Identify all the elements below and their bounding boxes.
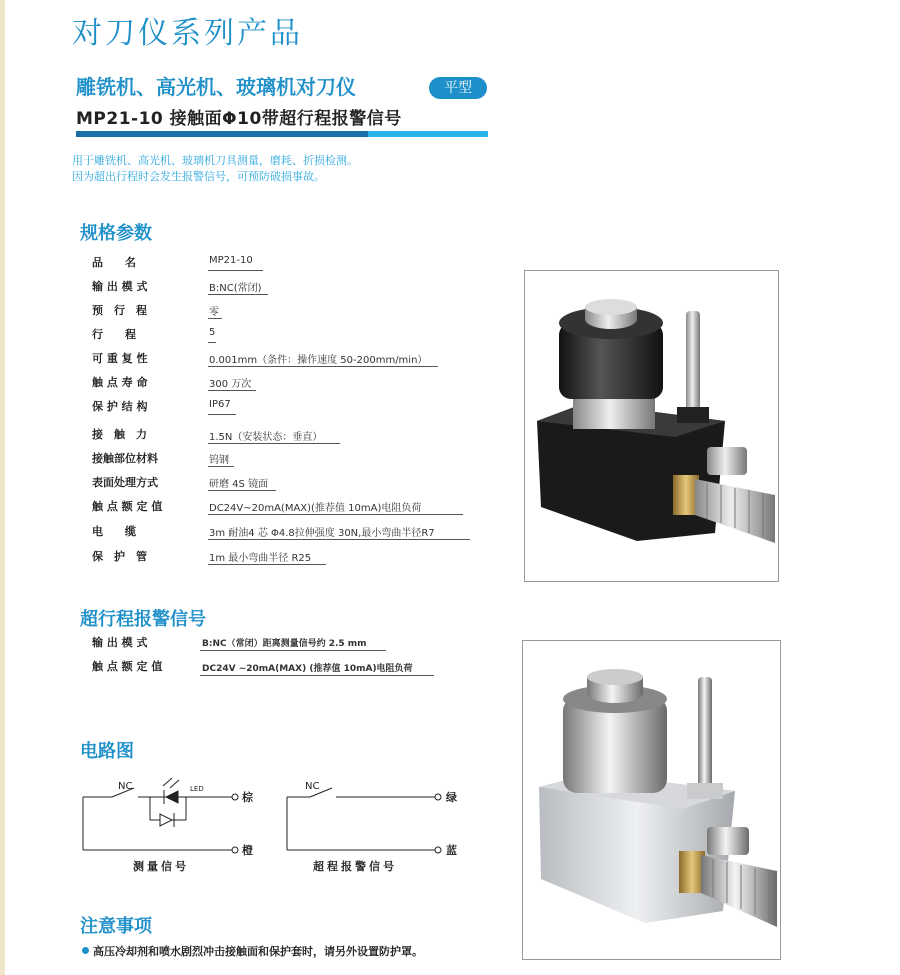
spec-value: 3m 耐油4 芯 Φ4.8拉伸强度 30N,最小弯曲半径R7: [209, 528, 435, 539]
description-line-2: 因为超出行程时会发生报警信号，可预防破损事故。: [72, 170, 325, 183]
product-photo-black: [524, 270, 779, 582]
terminal-brown: 棕: [242, 791, 253, 804]
spec-value: 1m 最小弯曲半径 R25: [209, 553, 312, 564]
product-title: 雕铣机、高光机、玻璃机对刀仪: [76, 75, 356, 99]
terminal-orange: 橙: [242, 844, 253, 857]
spec-value: 1.5N（安装状态：垂直）: [209, 432, 323, 443]
measure-circuit: [83, 778, 238, 853]
alarm-label: 触 点 额 定 值: [92, 660, 163, 673]
spec-value: 5: [209, 327, 216, 338]
circuit-title: 电路图: [80, 741, 134, 762]
spec-value: 300 万次: [209, 379, 252, 390]
spec-value: IP67: [209, 399, 231, 410]
alarm-label: 输 出 模 式: [92, 636, 148, 649]
spec-label: 预 行 程: [92, 304, 147, 317]
note-text: 高压冷却剂和喷水剧烈冲击接触面和保护套时，请另外设置防护罩。: [93, 945, 423, 958]
measure-nc-label: NC: [118, 781, 133, 792]
product-subtitle: MP21-10 接触面Φ10带超行程报警信号: [76, 109, 402, 129]
spec-label: 接 触 力: [92, 428, 147, 441]
spec-label: 保 护 结 构: [92, 400, 148, 413]
spec-value: 研磨 4S 镜面: [209, 479, 269, 490]
overtravel-caption: 超程报警信号: [313, 860, 397, 873]
overtravel-nc-label: NC: [305, 781, 320, 792]
spec-label: 触 点 额 定 值: [92, 500, 163, 513]
spec-value: DC24V~20mA(MAX)(推荐值 10mA)电阻负荷: [209, 503, 422, 514]
alarm-value: B:NC（常闭）距离测量信号约 2.5 mm: [202, 639, 367, 649]
note-item: [82, 943, 423, 959]
measure-caption: 测量信号: [133, 860, 189, 873]
spec-value: 零: [209, 307, 219, 318]
spec-value: 0.001mm（条件：操作速度 50-200mm/min）: [209, 355, 428, 366]
spec-label: 表面处理方式: [92, 476, 158, 489]
terminal-green: 绿: [446, 791, 457, 804]
spec-label: 触 点 寿 命: [92, 376, 148, 389]
spec-label: 接触部位材料: [92, 452, 158, 465]
bullet-icon: [82, 947, 89, 954]
spec-value: B:NC(常闭): [209, 283, 262, 294]
spec-label: 可 重 复 性: [92, 352, 148, 365]
terminal-blue: 蓝: [446, 844, 457, 857]
spec-label: 电 缆: [92, 525, 136, 538]
alarm-title: 超行程报警信号: [80, 609, 206, 630]
description-line-1: 用于雕铣机、高光机、玻璃机刀具测量，磨耗、折损检测。: [72, 154, 358, 167]
spec-label: 输 出 模 式: [92, 280, 148, 293]
spec-value: 钨钢: [209, 455, 229, 466]
product-photo-silver: [522, 640, 781, 960]
alarm-value: DC24V ~20mA(MAX) (推荐值 10mA)电阻负荷: [202, 664, 413, 674]
specs-title: 规格参数: [80, 223, 152, 244]
notes-title: 注意事项: [80, 916, 152, 937]
spec-label: 品 名: [92, 256, 136, 269]
page-title: 对刀仪系列产品: [72, 16, 303, 51]
overtravel-circuit: [287, 788, 441, 853]
spec-value: MP21-10: [209, 255, 253, 266]
spec-label: 行 程: [92, 328, 136, 341]
type-badge: 平型: [429, 77, 487, 99]
led-label: LED: [190, 785, 204, 793]
spec-label: 保 护 管: [92, 550, 147, 563]
